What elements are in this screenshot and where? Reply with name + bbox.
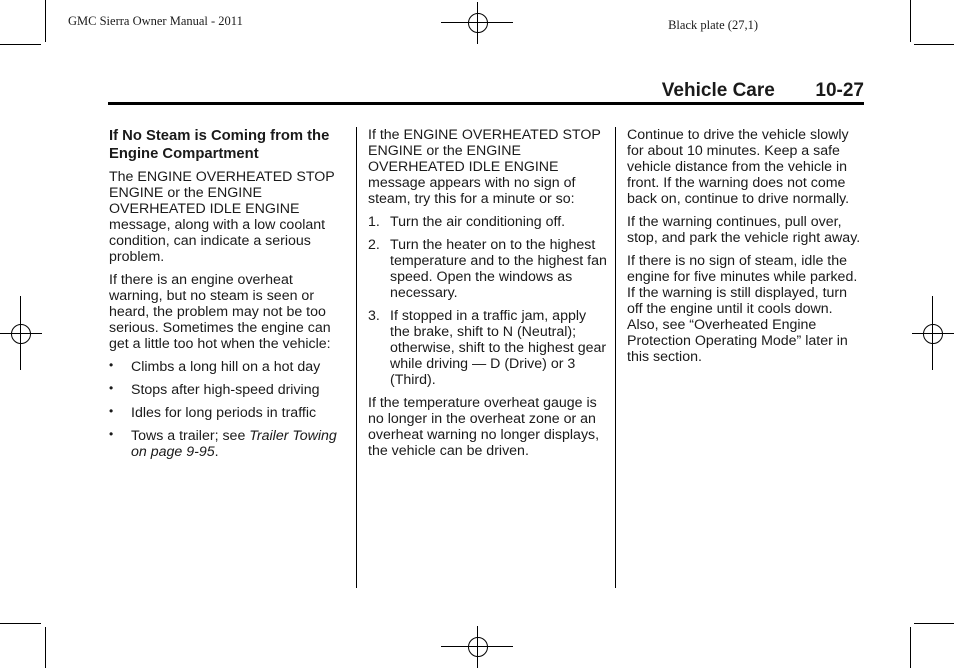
column-divider: [356, 127, 357, 588]
bullet-icon: •: [109, 381, 114, 395]
bullet-icon: •: [109, 404, 114, 418]
crop-mark: [914, 623, 954, 624]
section-heading: If No Steam is Coming from the Engine Compartment: [109, 128, 330, 162]
bullet-icon: •: [109, 358, 114, 372]
paragraph: The ENGINE OVERHEATED STOP ENGINE or the ENGINE OVERHEATED IDLE ENGINE message, along with a low coolant condition, can indicate a serious problem.: [109, 169, 335, 265]
list-item: • Tows a trailer; see Trailer Towing on page 9‑95.: [109, 427, 337, 460]
crop-mark: [0, 623, 41, 624]
column-2: [368, 127, 608, 466]
list-item: • Climbs a long hill on a hot day: [109, 358, 321, 375]
paragraph: If the ENGINE OVERHEATED STOP ENGINE or the ENGINE OVERHEATED IDLE ENGINE message appears with no sign of steam, try this for a minute or so:: [368, 127, 601, 207]
paragraph: Continue to drive the vehicle slowly for about 10 minutes. Keep a safe vehicle distance from the vehicle in front. If the warning does not come back on, continue to drive normally.: [627, 127, 850, 207]
list-item: • Idles for long periods in traffic: [109, 404, 317, 421]
list-item: 2. Turn the heater on to the highest temperature and to the highest fan speed. Open the windows as necessary.: [368, 237, 607, 301]
plate-label: Black plate (27,1): [668, 18, 758, 32]
page-number: 10-27: [815, 80, 864, 101]
bullet-icon: •: [109, 427, 114, 441]
header-rule: [108, 102, 864, 105]
crop-mark: [45, 627, 46, 668]
numbered-list: [368, 214, 608, 388]
crop-mark: [914, 44, 954, 45]
column-1: [109, 127, 349, 467]
column-3: [627, 127, 863, 372]
paragraph: If the temperature overheat gauge is no longer in the overheat zone or an overheat warning no longer displays, the vehicle can be driven.: [368, 395, 600, 459]
registration-mark-top: [441, 2, 513, 44]
paragraph: If there is an engine overheat warning, but no steam is seen or heard, the problem may not be too serious. Sometimes the engine can get a little too hot when the vehicle:: [109, 272, 331, 352]
list-item: 1. Turn the air conditioning off.: [368, 214, 566, 230]
column-divider: [615, 127, 616, 588]
crop-mark: [910, 627, 911, 668]
section-header: [662, 80, 864, 102]
registration-mark-left: [0, 296, 42, 370]
list-item: • Stops after high-speed driving: [109, 381, 320, 398]
registration-mark-bottom: [441, 626, 513, 668]
crop-mark: [0, 44, 41, 45]
cross-reference-link[interactable]: Trailer Towing on page 9‑95: [131, 428, 337, 460]
manual-title: GMC Sierra Owner Manual - 2011: [68, 14, 243, 28]
list-item: 3. If stopped in a traffic jam, apply the brake, shift to N (Neutral); otherwise, shift to the highest gear while driving — D (Drive) or 3 (Third).: [368, 308, 607, 388]
bullet-list: [109, 359, 349, 460]
section-title: Vehicle Care: [661, 80, 775, 101]
paragraph: If there is no sign of steam, idle the engine for five minutes while parked. If the warning is still displayed, turn off the engine until it cools down. Also, see “Overheated Engine Protection Operating Mode” later in this section.: [627, 253, 858, 365]
registration-mark-right: [912, 296, 954, 370]
paragraph: If the warning continues, pull over, stop, and park the vehicle right away.: [627, 214, 861, 246]
crop-mark: [45, 0, 46, 42]
crop-mark: [910, 0, 911, 42]
